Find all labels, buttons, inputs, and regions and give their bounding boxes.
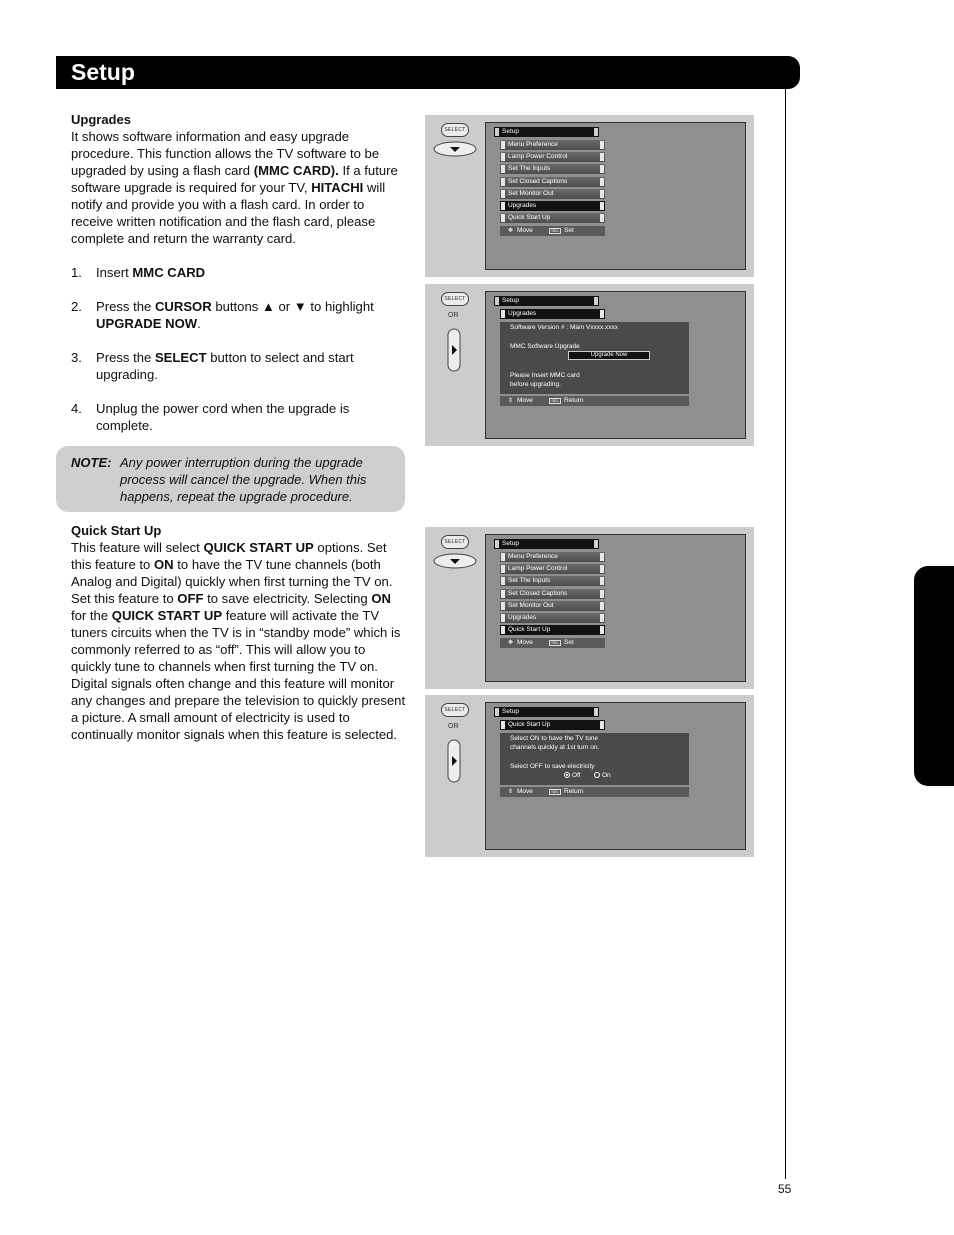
cursor-down-icon (433, 141, 477, 157)
page-header-banner (56, 56, 800, 89)
menu-item: Set The Inputs (500, 164, 605, 174)
move-arrows-icon: ⇕ (508, 398, 514, 404)
menu-item: Upgrades (500, 613, 605, 623)
radio-selected-icon (564, 772, 570, 778)
menu-item: Menu Preference (500, 552, 605, 562)
nav-bar: ⇕ Move SEL Return (500, 396, 689, 406)
menu-header: Setup (494, 707, 599, 717)
quick-start-heading: Quick Start Up (71, 523, 162, 538)
radio-icon (594, 772, 600, 778)
tv-screen (485, 702, 746, 850)
select-button: SELECT (441, 703, 469, 717)
menu-header: Setup (494, 127, 599, 137)
menu-item: Set Monitor Out (500, 601, 605, 611)
tv-screen (485, 122, 746, 270)
screen-panel-upgrades-detail (425, 284, 754, 446)
page-title: Setup (71, 59, 135, 85)
cursor-right-icon (447, 328, 461, 372)
select-button: SELECT (441, 292, 469, 306)
note-label: NOTE: (71, 455, 112, 470)
step-item: 1. Insert MMC CARD (71, 265, 206, 280)
or-label: OR (448, 312, 459, 319)
sel-key-icon: SEL (549, 789, 561, 795)
upgrade-now-button: Upgrade Now (568, 351, 650, 360)
upgrades-intro: It shows software information and easy upgrade procedure. This function allows the TV software to be upgraded by using a flash card (MMC CARD). If a future software upgrade is required for your TV, HITACHI will notify and provide you with a flash card. In order to receive written notification and the flash card, please complete and return the warranty card. (71, 129, 398, 246)
quick-start-section (71, 522, 406, 743)
screen-panel-setup-quickstart (425, 527, 754, 689)
screen-panel-quickstart-detail (425, 695, 754, 857)
menu-header: Setup (494, 296, 599, 306)
menu-item: Lamp Power Control (500, 152, 605, 162)
upgrades-section (71, 111, 406, 434)
menu-item: Quick Start Up (500, 213, 605, 223)
nav-bar: ⇕ Move SEL Return (500, 787, 689, 797)
step-item: 3. Press the SELECT button to select and start upgrading. (71, 350, 354, 382)
menu-item: Set Closed Captions (500, 589, 605, 599)
menu-item: Menu Preference (500, 140, 605, 150)
step-item: 4. Unplug the power cord when the upgrade is complete. (71, 401, 350, 433)
menu-item-selected: Quick Start Up (500, 625, 605, 635)
quick-start-body: This feature will select QUICK START UP options. Set this feature to ON to have the TV tune channels (both Analog and Digital) quickly when first turning the TV on. Set this feature to OFF to save electricity. Selecting ON for the QUICK START UP feature will activate the TV tuners circuits when the TV is in “standby mode” which is commonly referred to as “off”. This will allow you to quickly tune to channels when first turning the TV on. Digital signals often change and this feature will monitor any changes and prepare the television to quickly present a picture. A small amount of electricity is used to continually monitor signals when this feature is selected. (71, 540, 406, 742)
upgrade-steps (71, 264, 406, 434)
menu-item-selected: Upgrades (500, 201, 605, 211)
or-label: OR (448, 723, 459, 730)
note-text: Any power interruption during the upgrade process will cancel the upgrade. When this happens, repeat the upgrade procedure. (120, 455, 367, 504)
tv-screen (485, 534, 746, 682)
section-tab (914, 566, 954, 786)
page-number: 55 (778, 1182, 792, 1196)
menu-item: Lamp Power Control (500, 564, 605, 574)
move-arrows-icon: ✥ (508, 228, 514, 234)
nav-bar: ✥ Move SEL Set (500, 638, 605, 648)
submenu-title: Upgrades (500, 309, 605, 319)
menu-header: Setup (494, 539, 599, 549)
move-arrows-icon: ⇕ (508, 789, 514, 795)
menu-item: Set Monitor Out (500, 189, 605, 199)
option-off: Off (564, 771, 581, 781)
cursor-right-icon (447, 739, 461, 783)
quick-start-info-box: Select ON to have the TV tune channels quickly at 1st turn on. Select OFF to save electricity Off On (500, 733, 689, 785)
move-arrows-icon: ✥ (508, 640, 514, 646)
nav-bar: ✥ Move SEL Set (500, 226, 605, 236)
select-button: SELECT (441, 535, 469, 549)
tv-screen (485, 291, 746, 439)
step-item: 2. Press the CURSOR buttons ▲ or ▼ to highlight UPGRADE NOW. (71, 299, 374, 331)
upgrades-heading: Upgrades (71, 112, 131, 127)
menu-item: Set Closed Captions (500, 177, 605, 187)
note-box (56, 446, 405, 512)
cursor-down-icon (433, 553, 477, 569)
upgrade-info-box: Software Version # : Main Vxxxx.xxxx MMC Software Upgrade Upgrade Now Please Insert MMC card before upgrading. (500, 322, 689, 394)
sel-key-icon: SEL (549, 640, 561, 646)
submenu-title: Quick Start Up (500, 720, 605, 730)
sel-key-icon: SEL (549, 398, 561, 404)
vertical-rule (785, 89, 786, 1179)
menu-item: Set The Inputs (500, 576, 605, 586)
screen-panel-setup-upgrades (425, 115, 754, 277)
select-button: SELECT (441, 123, 469, 137)
sel-key-icon: SEL (549, 228, 561, 234)
option-on: On (594, 771, 611, 781)
